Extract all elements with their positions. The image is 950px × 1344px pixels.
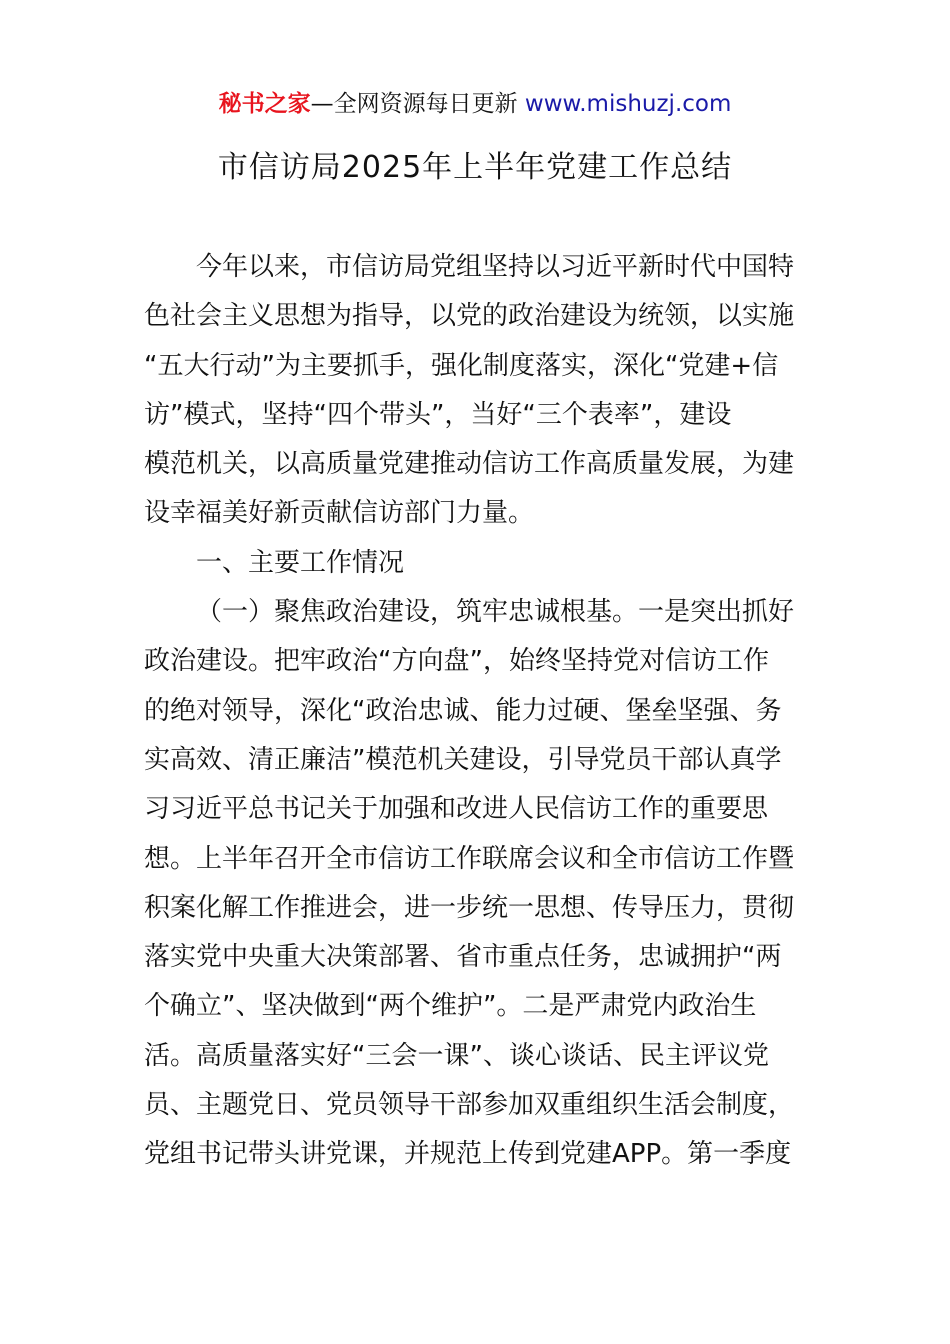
paragraph-line: 落实党中央重大决策部署、省市重点任务，忠诚拥护“两 [144, 942, 782, 973]
site-header [0, 88, 950, 120]
paragraph-line: 活。高质量落实好“三会一课”、谈心谈话、民主评议党 [144, 1040, 769, 1071]
site-tagline: —全网资源每日更新 [310, 91, 525, 117]
paragraph-line: 色社会主义思想为指导，以党的政治建设为统领，以实施 [144, 301, 795, 332]
paragraph-line: 今年以来，市信访局党组坚持以习近平新时代中国特 [196, 252, 795, 282]
paragraph-line: 访”模式，坚持“四个带头”，当好“三个表率”，建设 [144, 399, 732, 430]
paragraph-line: 想。上半年召开全市信访工作联席会议和全市信访工作暨 [144, 843, 795, 874]
paragraph-line: 实高效、清正廉洁”模范机关建设，引导党员干部认真学 [144, 744, 782, 775]
paragraph-line: 的绝对领导，深化“政治忠诚、能力过硬、堡垒坚强、务 [144, 695, 782, 726]
paragraph-line: 设幸福美好新贡献信访部门力量。 [144, 498, 535, 529]
site-url-link[interactable]: www.mishuzj.com [524, 91, 732, 117]
paragraph-line: （一）聚焦政治建设，筑牢忠诚根基。一是突出抓好 [196, 597, 795, 628]
paragraph-line: 员、主题党日、党员领导干部参加双重组织生活会制度， [144, 1090, 795, 1121]
document-body [144, 243, 808, 1180]
paragraph-line: 个确立”、坚决做到“两个维护”。二是严肃党内政治生 [144, 991, 757, 1022]
document-title: 市信访局2025年上半年党建工作总结 [217, 150, 733, 185]
site-brand: 秘书之家 [218, 91, 311, 117]
paragraph-line: “五大行动”为主要抓手，强化制度落实，深化“党建+信 [144, 350, 779, 381]
section-heading: 一、主要工作情况 [196, 547, 405, 578]
paragraph-line: 党组书记带头讲党课，并规范上传到党建APP。第一季度 [144, 1139, 792, 1170]
paragraph-line: 积案化解工作推进会，进一步统一思想、传导压力，贯彻 [144, 892, 795, 923]
paragraph-line: 习习近平总书记关于加强和改进人民信访工作的重要思 [144, 794, 769, 825]
paragraph-line: 模范机关，以高质量党建推动信访工作高质量发展，为建 [144, 449, 795, 480]
paragraph-line: 政治建设。把牢政治“方向盘”，始终坚持党对信访工作 [144, 646, 769, 677]
